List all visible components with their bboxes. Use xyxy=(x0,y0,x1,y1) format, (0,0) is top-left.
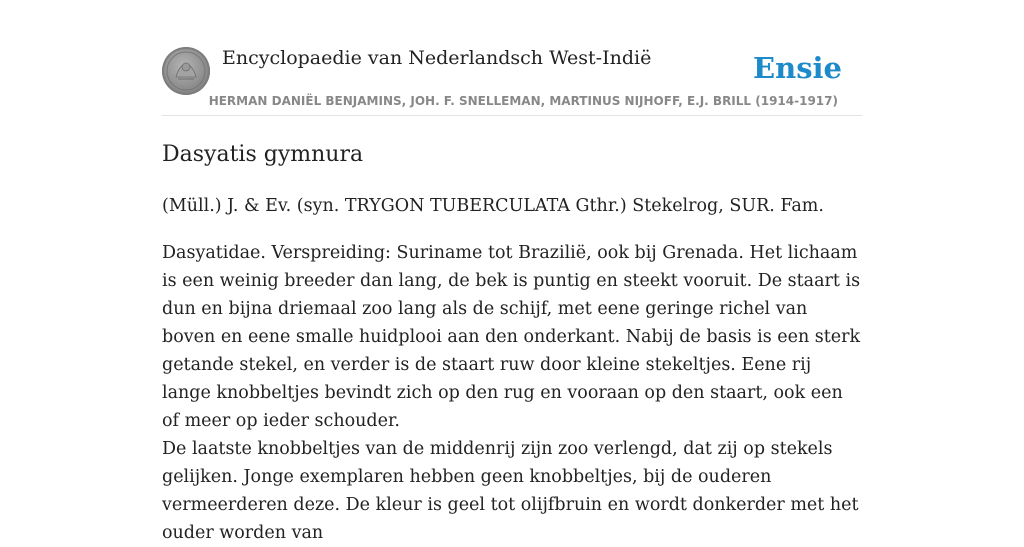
entry-title: Dasyatis gymnura xyxy=(162,142,364,167)
book-title[interactable]: Encyclopaedie van Nederlandsch West-Indië xyxy=(222,47,652,69)
entry-paragraph: Dasyatidae. Verspreiding: Suriname tot Brazilië, ook bij Grenada. Het lichaam is een weinig breeder dan lang, de bek is puntig en steekt vooruit. De staart is dun en bijna driemaal zoo lang als de schijf, met eene geringe richel van boven en eene smalle huidplooi aan den onderkant. Nabij de basis is een sterk getande stekel, en verder is de staart ruw door kleine stekeltjes. Eene rij lange knobbeltjes bevindt zich op den rug en vooraan op den staart, ook een of meer op ieder schouder. xyxy=(162,243,861,431)
coin-seal-graphic xyxy=(162,47,210,95)
header-divider xyxy=(162,115,862,116)
coin-seal-icon[interactable] xyxy=(162,47,210,95)
authors-line: HERMAN DANIËL BENJAMINS, JOH. F. SNELLEMAN, MARTINUS NIJHOFF, E.J. BRILL (1914-1917) xyxy=(208,94,838,108)
entry-paragraph: (Müll.) J. & Ev. (syn. TRYGON TUBERCULATA Gthr.) Stekelrog, SUR. Fam. xyxy=(162,196,824,216)
entry-paragraph: De laatste knobbeltjes van de middenrij zijn zoo verlengd, dat zij op stekels gelijken. Jonge exemplaren hebben geen knobbeltjes, bij de ouderen vermeerderen deze. De kleur is geel tot olijfbruin en wordt donkerder met het ouder worden van xyxy=(162,439,859,543)
page xyxy=(162,0,862,543)
brand-logo[interactable]: Ensie xyxy=(753,51,842,85)
header xyxy=(162,0,862,116)
